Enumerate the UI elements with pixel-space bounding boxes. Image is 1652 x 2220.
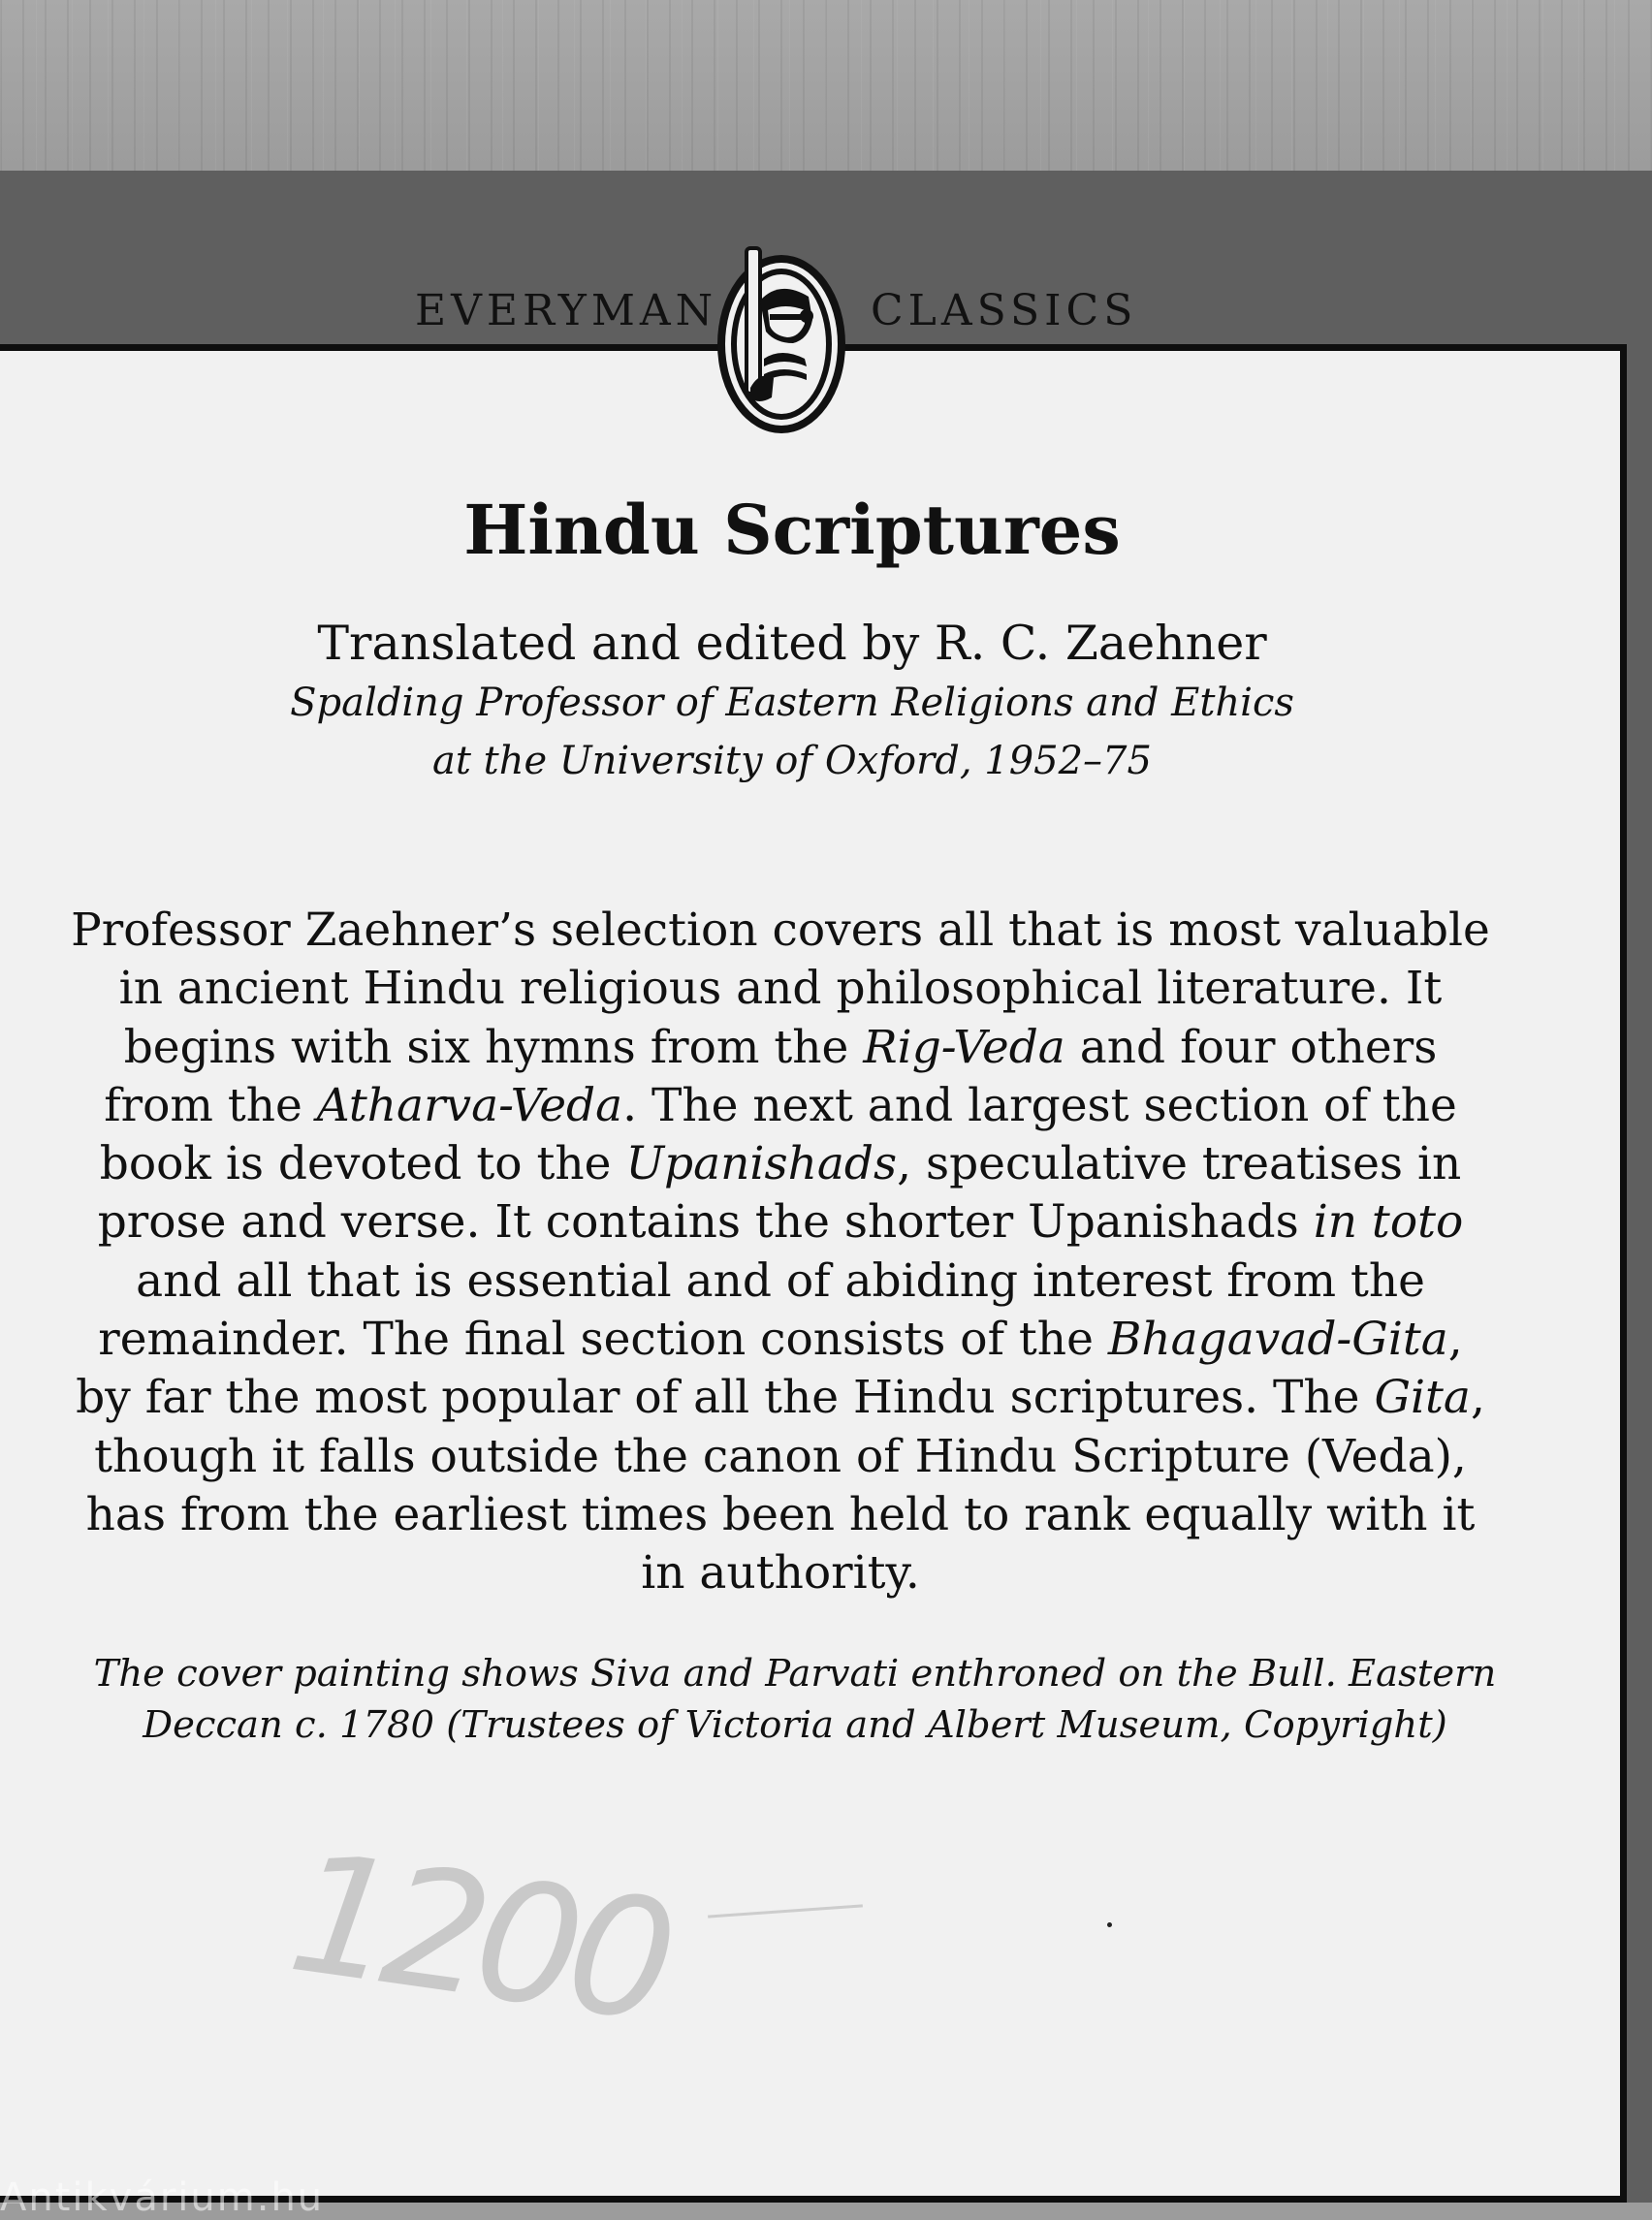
- description-text-1: Professor Zaehner’s selection covers all that is most valuable in ancient Hindu religious and philosophical literature. It begins with six hymns from the: [71, 904, 1490, 1074]
- cover-painting-caption: [78, 1648, 1512, 1751]
- translator-credentials: [12, 674, 1573, 790]
- wooden-surface: [0, 0, 1652, 194]
- description-italic-rig-veda: Rig-Veda: [863, 1020, 1065, 1074]
- translator-line: Translated and edited by R. C. Zaehner: [317, 616, 1267, 671]
- description-italic-atharva-veda: Atharva-Veda: [316, 1078, 623, 1132]
- description-italic-in-toto: in toto: [1313, 1195, 1464, 1250]
- credentials-line-2: at the University of Oxford, 1952–75: [432, 739, 1152, 783]
- book-description: [68, 902, 1493, 1603]
- description-text-4: , speculative treatises in prose and verse. It contains the shorter Upanishads: [97, 1137, 1462, 1250]
- caption-line-2: Deccan c. 1780 (Trustees of Victoria and Albert Museum, Copyright): [143, 1703, 1447, 1747]
- description-italic-bhagavad-gita: Bhagavad-Gita: [1107, 1313, 1448, 1367]
- description-text-3: . The next and largest section of the book is devoted to the: [99, 1078, 1457, 1191]
- brand-left-label: EVERYMAN: [415, 286, 718, 335]
- description-text-7: , though it falls outside the canon of Hindu Scripture (Veda), has from the earliest times been held to rank equally with it in authority.: [85, 1371, 1485, 1601]
- brand-right-label: CLASSICS: [871, 286, 1138, 335]
- watermark: Antikvárium.hu: [0, 2175, 325, 2220]
- credentials-line-1: Spalding Professor of Eastern Religions and Ethics: [290, 681, 1294, 725]
- description-text-6: , by far the most popular of all the Hindu scriptures. The: [76, 1313, 1463, 1425]
- book-title: Hindu Scriptures: [463, 490, 1121, 570]
- description-italic-gita: Gita: [1374, 1371, 1471, 1425]
- pencil-price-mark: 1200: [279, 1817, 676, 2059]
- caption-line-1: The cover painting shows Siva and Parvati enthroned on the Bull. Eastern: [93, 1652, 1497, 1696]
- description-text-2: and four others from the: [104, 1020, 1438, 1132]
- everyman-figure-logo-icon: [712, 242, 851, 436]
- description-text-5: and all that is essential and of abiding interest from the remainder. The final section consists of the: [98, 1253, 1425, 1367]
- description-italic-upanishads: Upanishads: [625, 1137, 898, 1191]
- ink-dot: [1107, 1922, 1112, 1927]
